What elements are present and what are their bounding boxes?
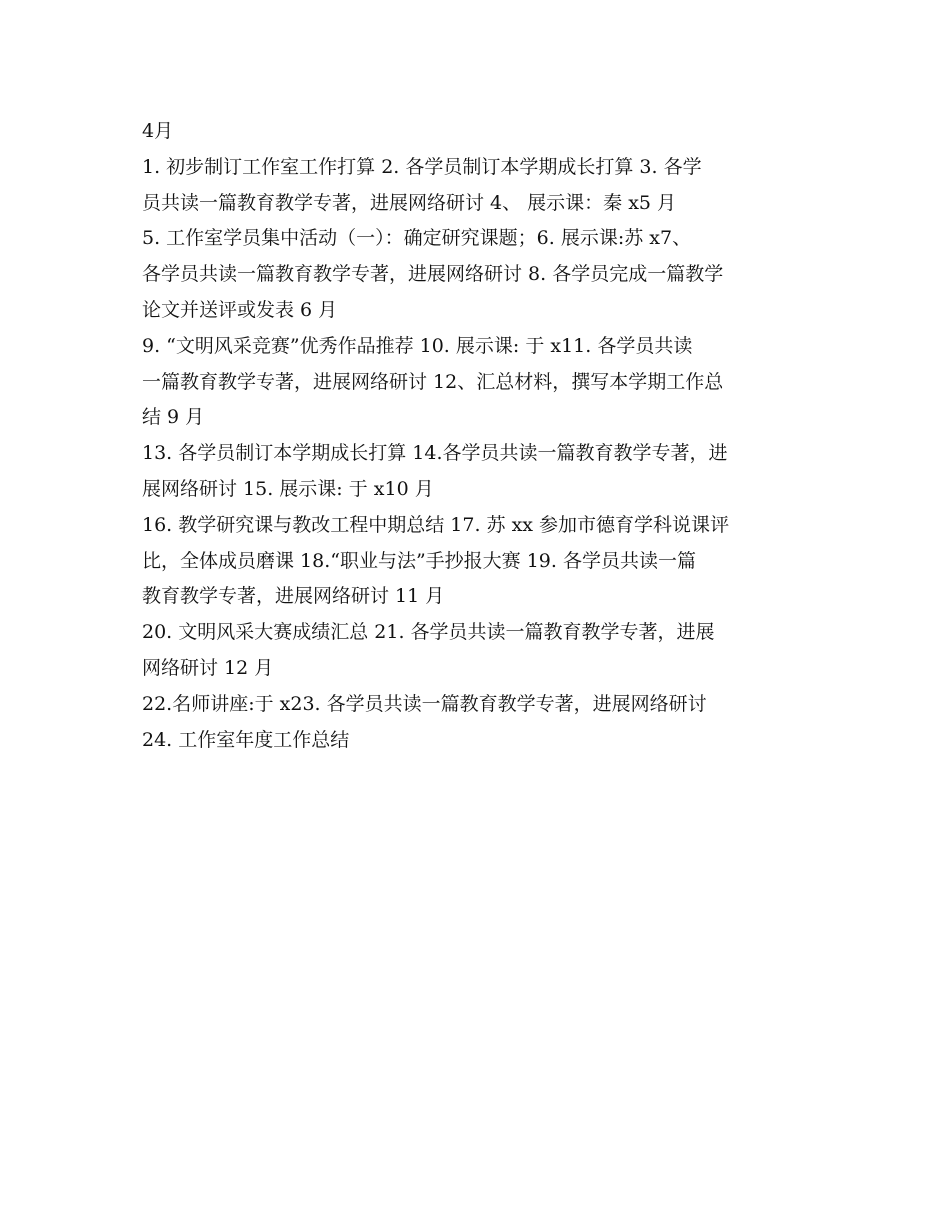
text-line: 1. 初步制订工作室工作打算 2. 各学员制订本学期成长打算 3. 各学 (142, 155, 702, 178)
text-line: 各学员共读一篇教育教学专著，进展网络研讨 8. 各学员完成一篇教学 (142, 263, 724, 286)
text-line: 9. “文明风采竞赛”优秀作品推荐 10. 展示课: 于 x11. 各学员共读 (142, 334, 693, 357)
text-line: 教育教学专著，进展网络研讨 11 月 (142, 585, 445, 608)
text-line: 4月 (142, 120, 174, 142)
text-line: 结 9 月 (142, 406, 205, 429)
text-line: 员共读一篇教育教学专著，进展网络研讨 4、 展示课：秦 x5 月 (142, 191, 677, 214)
text-line: 网络研讨 12 月 (142, 656, 274, 679)
text-line: 16. 教学研究课与教改工程中期总结 17. 苏 xx 参加市德育学科说课评 (142, 513, 730, 536)
text-line: 22.名师讲座:于 x23. 各学员共读一篇教育教学专著，进展网络研讨 (142, 692, 707, 715)
text-line: 论文并送评或发表 6 月 (142, 298, 338, 321)
text-line: 13. 各学员制订本学期成长打算 14.各学员共读一篇教育教学专著，进 (142, 442, 728, 465)
text-line: 5. 工作室学员集中活动（一）：确定研究课题；6. 展示课:苏 x7、 (142, 227, 692, 250)
document-body (142, 114, 812, 758)
text-line: 20. 文明风采大赛成绩汇总 21. 各学员共读一篇教育教学专著，进展 (142, 621, 715, 644)
text-line: 24. 工作室年度工作总结 (142, 728, 350, 751)
text-line: 展网络研讨 15. 展示课: 于 x10 月 (142, 477, 434, 500)
text-line: 比，全体成员磨课 18.“职业与法”手抄报大赛 19. 各学员共读一篇 (142, 549, 696, 572)
text-line: 一篇教育教学专著，进展网络研讨 12、汇总材料，撰写本学期工作总 (142, 370, 724, 393)
